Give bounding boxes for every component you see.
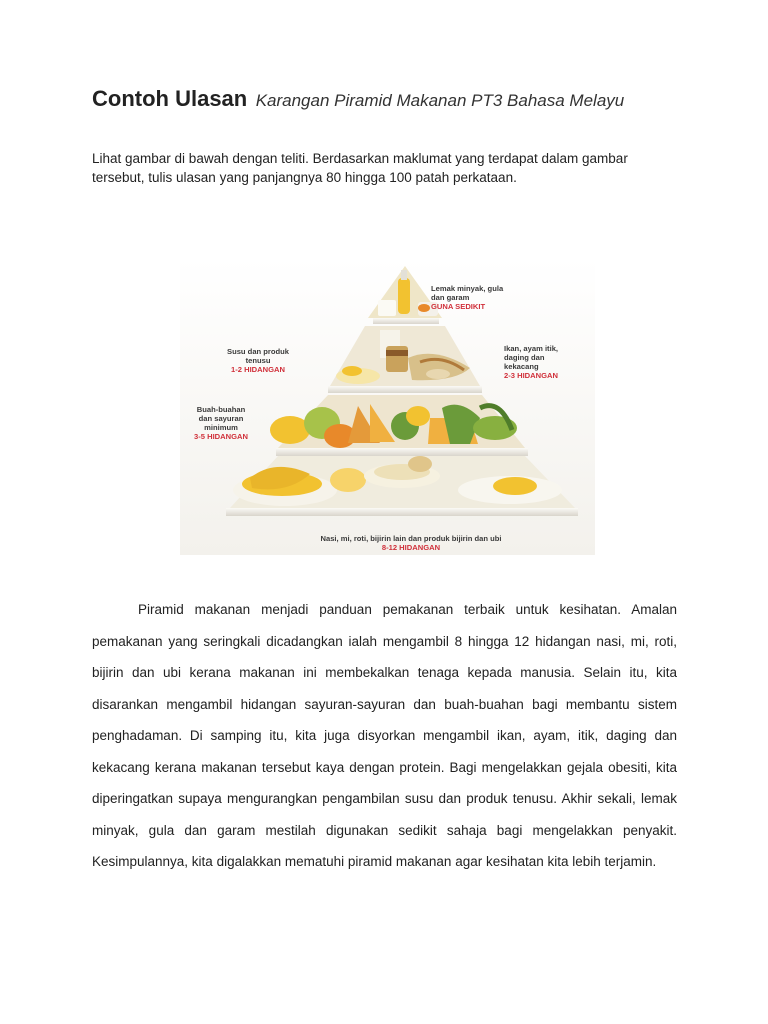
label-fruits-vegetables: [194, 405, 248, 441]
label-grains-line1: Nasi, mi, roti, bijirin lain dan produk bijirin dan ubi: [320, 534, 502, 543]
label-fruits-line3: minimum: [204, 423, 238, 432]
label-protein-line2: daging dan: [504, 353, 545, 362]
document-title: [92, 86, 712, 112]
label-fruits-line2: dan sayuran: [198, 414, 244, 423]
label-fats-line1: Lemak minyak, gula: [431, 284, 504, 293]
label-grains: [286, 534, 536, 552]
label-fats-sugar-salt: [431, 284, 503, 311]
label-fruits-line1: Buah-buahan: [196, 405, 246, 414]
label-dairy: [227, 347, 289, 374]
label-fats-serving: GUNA SEDIKIT: [431, 302, 486, 311]
label-protein-line3: kekacang: [504, 362, 539, 371]
title-italic: Karangan Piramid Makanan PT3 Bahasa Melayu: [255, 91, 625, 110]
label-protein-line1: Ikan, ayam itik,: [504, 344, 559, 353]
pyramid-tier-grains: [226, 456, 578, 516]
title-bold: Contoh Ulasan: [92, 86, 248, 111]
essay-text: Piramid makanan menjadi panduan pemakanan terbaik untuk kesihatan. Amalan pemakanan yang seringkali dicadangkan ialah mengambil 8 hingga 12 hidangan nasi, mi, roti, bijirin dan ubi kerana makanan ini membekalkan tenaga kepada manusia. Selain itu, kita disarankan mengambil hidangan sayuran-sayuran dan buah-buahan bagi membantu sistem penghadaman. Di samping itu, kita juga disyorkan mengambil ikan, ayam, itik, daging dan kekacang kerana makanan tersebut kaya dengan protein. Bagi mengelakkan gejala obesiti, kita diperingatkan supaya mengurangkan pengambilan susu dan produk tenusu. Akhir sekali, lemak minyak, gula dan garam mestilah digunakan sedikit sahaja bagi mengelakkan penyakit. Kesimpulannya, kita digalakkan mematuhi piramid makanan agar kesihatan kita lebih terjamin.: [92, 602, 677, 869]
essay-paragraph: [92, 594, 677, 878]
label-protein-serving: 2-3 HIDANGAN: [504, 371, 559, 380]
label-fruits-serving: 3-5 HIDANGAN: [194, 432, 249, 441]
label-protein: [504, 344, 558, 380]
food-pyramid-image: [180, 258, 595, 555]
label-grains-serving: 8-12 HIDANGAN: [381, 543, 441, 552]
label-dairy-line1: Susu dan produk: [227, 347, 290, 356]
label-fats-line2: dan garam: [431, 293, 470, 302]
instruction-text: Lihat gambar di bawah dengan teliti. Berdasarkan maklumat yang terdapat dalam gambar tersebut, tulis ulasan yang panjangnya 80 hingga 100 patah perkataan.: [92, 151, 628, 185]
label-dairy-serving: 1-2 HIDANGAN: [231, 365, 286, 374]
label-dairy-line2: tenusu: [245, 356, 271, 365]
